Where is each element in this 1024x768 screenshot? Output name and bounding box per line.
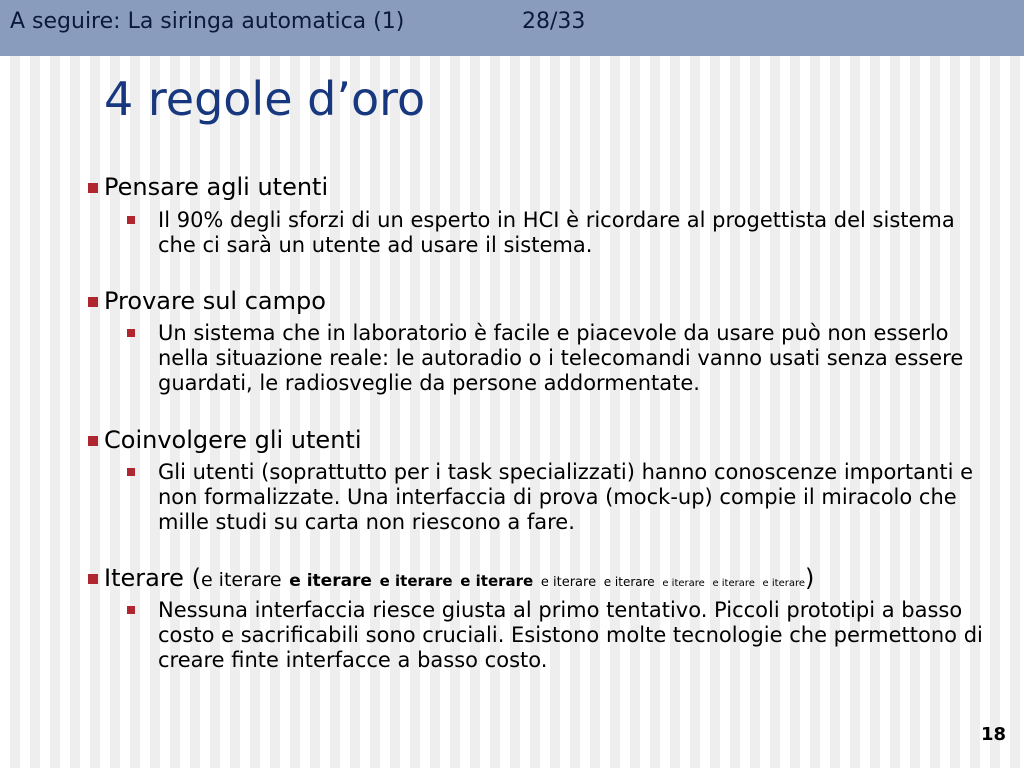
header-title: A seguire: La siringa automatica (1) [10,9,405,34]
rule-2-detail [158,321,998,396]
slide-title: 4 regole d’oro [104,72,426,126]
square-bullet-icon [127,468,135,476]
rule-4-close-paren: ) [805,564,815,592]
square-bullet-icon [88,297,98,307]
rule-3-label: Coinvolgere gli utenti [104,426,362,454]
rule-2-detail-text: Un sistema che in laboratorio è facile e piacevole da usare può non esserlo nella situazione reale: le autoradio o i telecomandi vanno usati senza essere guardati, le radiosveglie da persone addormentate. [158,321,964,395]
rule-3-detail [158,460,998,535]
iterare-word-4: e iterare [460,572,534,590]
page-number: 18 [980,724,1006,745]
rule-1-detail-text: Il 90% degli sforzi di un esperto in HCI è ricordare al progettista del sistema che ci sarà un utente ad usare il sistema. [158,208,955,257]
rule-1 [88,173,328,201]
rule-4-detail [158,598,998,673]
rule-2 [88,287,326,315]
iterare-word-3: e iterare [379,572,453,590]
rule-4-label: Iterare ( [104,564,201,592]
iterare-word-7: e iterare [662,578,705,589]
header-bar [0,0,1024,56]
rule-4 [88,564,814,592]
square-bullet-icon [127,606,135,614]
iterare-word-1: e iterare [200,569,282,591]
square-bullet-icon [88,183,98,193]
slide-counter: 28/33 [522,9,586,34]
iterare-word-6: e iterare [603,575,655,589]
rule-3 [88,426,361,454]
square-bullet-icon [127,216,135,224]
rule-1-detail [158,208,998,258]
square-bullet-icon [88,574,98,584]
iterare-word-5: e iterare [540,575,597,590]
rule-2-label: Provare sul campo [104,287,326,315]
rule-1-label: Pensare agli utenti [104,173,329,201]
square-bullet-icon [127,329,135,337]
rule-4-detail-text: Nessuna interfaccia riesce giusta al primo tentativo. Piccoli prototipi a basso costo e sacrificabili sono cruciali. Esistono molte tecnologie che permettono di creare finte interfacce a basso costo. [158,598,983,672]
rule-3-detail-text: Gli utenti (soprattutto per i task specializzati) hanno conoscenze importanti e non formalizzate. Una interfaccia di prova (mock-up) compie il miracolo che mille studi su carta non riescono a fare. [158,460,974,534]
iterare-word-2: e iterare [289,571,372,591]
iterare-word-8: e iterare [712,578,755,589]
square-bullet-icon [88,436,98,446]
iterare-word-9: e iterare [762,578,806,589]
